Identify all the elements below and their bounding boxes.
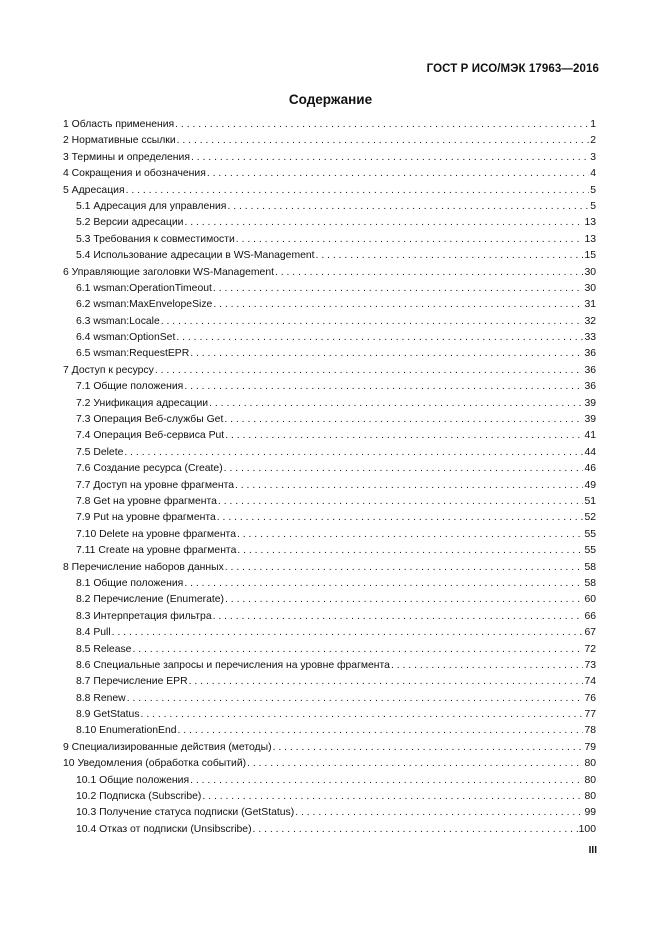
- toc-entry-page: 31: [584, 299, 596, 311]
- toc-entry-label: 8.8 Renew: [76, 692, 126, 704]
- toc-entry-label: 8.9 GetStatus: [76, 709, 140, 721]
- toc-entry[interactable]: [63, 805, 596, 821]
- toc-entry-label: 5.1 Адресация для управления: [76, 200, 227, 212]
- toc-entry[interactable]: [63, 215, 596, 231]
- toc-entry-page: 30: [584, 266, 596, 278]
- toc-entry-label: 7.8 Get на уровне фрагмента: [76, 495, 217, 507]
- dot-leader: [247, 756, 583, 772]
- dot-leader: [184, 215, 583, 231]
- toc-entry[interactable]: [63, 297, 596, 313]
- toc-entry-label: 7.10 Delete на уровне фрагмента: [76, 528, 236, 540]
- toc-entry-page: 30: [584, 282, 596, 294]
- dot-leader: [316, 248, 584, 264]
- toc-entry-label: 5.2 Версии адресации: [76, 217, 184, 229]
- toc-entry[interactable]: [63, 330, 596, 346]
- toc-entry-page: 73: [584, 659, 596, 671]
- toc-entry[interactable]: [63, 609, 596, 625]
- dot-leader: [178, 723, 584, 739]
- toc-entry[interactable]: [63, 494, 596, 510]
- toc-entry-label: 8.7 Перечисление EPR: [76, 676, 188, 688]
- toc-entry-page: 36: [584, 381, 596, 393]
- dot-leader: [124, 445, 583, 461]
- toc-entry[interactable]: [63, 543, 596, 559]
- toc-entry-label: 1 Область применения: [63, 119, 175, 130]
- toc-entry-label: 6 Управляющие заголовки WS-Management: [63, 266, 274, 278]
- toc-entry[interactable]: [63, 232, 596, 248]
- toc-entry-label: 8.5 Release: [76, 643, 132, 655]
- toc-entry-label: 7.4 Операция Веб-сервиса Put: [76, 430, 225, 442]
- toc-entry-label: 7.11 Create на уровне фрагмента: [76, 545, 237, 557]
- toc-entry[interactable]: [63, 560, 596, 576]
- toc-entry[interactable]: [63, 642, 596, 658]
- toc-entry[interactable]: [63, 166, 596, 182]
- toc-entry-page: 55: [584, 528, 596, 540]
- toc-entry-label: 10.2 Подписка (Subscribe): [76, 791, 202, 803]
- toc-entry-label: 10.1 Общие положения: [76, 774, 190, 786]
- toc-entry[interactable]: [63, 723, 596, 739]
- toc-entry-label: 2 Нормативные ссылки: [63, 135, 176, 147]
- toc-entry-page: 80: [584, 758, 596, 770]
- toc-entry-page: 13: [584, 217, 596, 229]
- toc-entry-page: 2: [590, 135, 596, 147]
- toc-entry-page: 41: [584, 430, 596, 442]
- toc-entry-label: 7 Доступ к ресурсу: [63, 364, 154, 376]
- toc-entry[interactable]: [63, 527, 596, 543]
- toc-entry[interactable]: [63, 428, 596, 444]
- toc-entry-label: 4 Сокращения и обозначения: [63, 168, 206, 180]
- toc-entry-label: 10.4 Отказ от подписки (Unsibscribe): [76, 823, 252, 835]
- dot-leader: [207, 166, 589, 182]
- toc-entry-page: 80: [584, 791, 596, 803]
- toc-entry[interactable]: [63, 183, 596, 199]
- toc-entry-page: 39: [584, 414, 596, 426]
- dot-leader: [141, 707, 584, 723]
- toc-entry-label: 8.4 Pull: [76, 627, 111, 639]
- dot-leader: [176, 330, 583, 346]
- dot-leader: [275, 265, 583, 281]
- dot-leader: [217, 510, 584, 526]
- toc-entry-page: 74: [584, 676, 596, 688]
- toc-entry[interactable]: [63, 281, 596, 297]
- toc-entry[interactable]: [63, 674, 596, 690]
- toc-entry-page: 3: [590, 151, 596, 163]
- toc-entry-page: 55: [584, 545, 596, 557]
- toc-entry-label: 8.10 EnumerationEnd: [76, 725, 177, 737]
- dot-leader: [237, 527, 583, 543]
- toc-entry-label: 8.6 Специальные запросы и перечисления на уровне фрагмента: [76, 659, 390, 671]
- dot-leader: [189, 674, 584, 690]
- toc-entry[interactable]: [63, 707, 596, 723]
- toc-entry-page: 67: [584, 627, 596, 639]
- toc-entry[interactable]: [63, 150, 596, 166]
- page-number: III: [588, 845, 597, 856]
- toc-entry[interactable]: [63, 691, 596, 707]
- toc-entry-label: 5.4 Использование адресации в WS-Management: [76, 250, 315, 262]
- toc-entry[interactable]: [63, 510, 596, 526]
- toc-entry-label: 6.4 wsman:OptionSet: [76, 332, 176, 344]
- dot-leader: [209, 396, 583, 412]
- dot-leader: [225, 428, 583, 444]
- toc-entry-label: 9 Специализированные действия (методы): [63, 741, 272, 753]
- toc-entry-page: 15: [584, 250, 596, 262]
- dot-leader: [112, 625, 584, 641]
- document-header: ГОСТ Р ИСО/МЭК 17963—2016: [426, 63, 599, 75]
- toc-entry-page: 33: [584, 332, 596, 344]
- toc-entry-label: 6.1 wsman:OperationTimeout: [76, 282, 212, 294]
- dot-leader: [213, 609, 584, 625]
- toc-entry-page: 99: [584, 807, 596, 819]
- toc-entry[interactable]: [63, 133, 596, 149]
- toc-entry-page: 72: [584, 643, 596, 655]
- dot-leader: [225, 592, 583, 608]
- dot-leader: [190, 346, 583, 362]
- toc-entry-label: 7.7 Доступ на уровне фрагмента: [76, 479, 234, 491]
- dot-leader: [177, 133, 590, 149]
- toc-entry-label: 7.9 Put на уровне фрагмента: [76, 512, 216, 524]
- toc-entry-label: 8.1 Общие положения: [76, 577, 184, 589]
- dot-leader: [184, 576, 583, 592]
- toc-entry-page: 79: [584, 741, 596, 753]
- toc-entry-label: 8 Перечисление наборов данных: [63, 561, 224, 573]
- page-title: Содержание: [288, 92, 373, 107]
- toc-entry-label: 6.2 wsman:MaxEnvelopeSize: [76, 299, 213, 311]
- toc-entry[interactable]: [63, 658, 596, 674]
- toc-entry[interactable]: [63, 379, 596, 395]
- dot-leader: [227, 199, 589, 215]
- toc-entry-page: 51: [584, 495, 596, 507]
- toc-entry[interactable]: [63, 445, 596, 461]
- toc-entry-label: 6.5 wsman:RequestEPR: [76, 348, 190, 360]
- toc-entry[interactable]: [63, 396, 596, 412]
- dot-leader: [253, 822, 578, 838]
- toc-entry[interactable]: [63, 822, 596, 838]
- toc-entry[interactable]: [63, 461, 596, 477]
- toc-entry-page: 80: [584, 774, 596, 786]
- table-of-contents: [63, 117, 596, 838]
- dot-leader: [126, 183, 590, 199]
- toc-entry-page: 36: [584, 364, 596, 376]
- toc-entry[interactable]: [63, 346, 596, 362]
- toc-entry-page: 39: [584, 397, 596, 409]
- toc-entry[interactable]: [63, 412, 596, 428]
- toc-entry[interactable]: [63, 740, 596, 756]
- dot-leader: [184, 379, 583, 395]
- toc-entry-page: 5: [590, 200, 596, 212]
- toc-entry[interactable]: [63, 625, 596, 641]
- toc-entry[interactable]: [63, 363, 596, 379]
- toc-entry-page: 58: [584, 561, 596, 573]
- toc-entry-label: 10 Уведомления (обработка событий): [63, 758, 247, 770]
- toc-entry-page: 100: [578, 823, 596, 835]
- toc-entry-page: 78: [584, 725, 596, 737]
- toc-entry-label: 7.5 Delete: [76, 446, 124, 458]
- toc-entry-label: 5.3 Требования к совместимости: [76, 233, 235, 245]
- dot-leader: [218, 494, 584, 510]
- toc-entry-page: 13: [584, 233, 596, 245]
- dot-leader: [213, 281, 584, 297]
- toc-entry-page: 58: [584, 577, 596, 589]
- dot-leader: [225, 560, 584, 576]
- toc-entry[interactable]: [63, 756, 596, 772]
- toc-entry[interactable]: [63, 248, 596, 264]
- toc-entry-label: 6.3 wsman:Locale: [76, 315, 160, 327]
- toc-entry[interactable]: [63, 773, 596, 789]
- dot-leader: [224, 461, 584, 477]
- dot-leader: [273, 740, 584, 756]
- toc-entry-page: 46: [584, 463, 596, 475]
- toc-entry[interactable]: [63, 592, 596, 608]
- dot-leader: [191, 150, 589, 166]
- toc-entry-page: 77: [584, 709, 596, 721]
- toc-entry-label: 10.3 Получение статуса подписки (GetStatus): [76, 807, 295, 819]
- toc-entry[interactable]: [63, 478, 596, 494]
- toc-entry[interactable]: [63, 199, 596, 215]
- dot-leader: [236, 232, 584, 248]
- dot-leader: [155, 363, 584, 379]
- toc-entry-page: 1: [590, 119, 596, 130]
- toc-entry-label: 3 Термины и определения: [63, 151, 190, 163]
- toc-entry-page: 32: [584, 315, 596, 327]
- dot-leader: [213, 297, 583, 313]
- dot-leader: [132, 642, 583, 658]
- toc-entry-label: 7.3 Операция Веб-службы Get: [76, 414, 224, 426]
- toc-entry-label: 7.1 Общие положения: [76, 381, 184, 393]
- toc-entry-label: 8.3 Интерпретация фильтра: [76, 610, 212, 622]
- toc-entry[interactable]: [63, 265, 596, 281]
- dot-leader: [235, 478, 583, 494]
- toc-entry[interactable]: [63, 117, 596, 133]
- dot-leader: [175, 117, 589, 133]
- toc-entry-page: 5: [590, 184, 596, 196]
- toc-entry[interactable]: [63, 789, 596, 805]
- dot-leader: [190, 773, 583, 789]
- dot-leader: [161, 314, 584, 330]
- toc-entry-page: 4: [590, 168, 596, 180]
- toc-entry-page: 60: [584, 594, 596, 606]
- dot-leader: [224, 412, 583, 428]
- dot-leader: [237, 543, 583, 559]
- toc-entry-label: 5 Адресация: [63, 184, 125, 196]
- toc-entry[interactable]: [63, 576, 596, 592]
- toc-entry-page: 36: [584, 348, 596, 360]
- dot-leader: [202, 789, 583, 805]
- dot-leader: [127, 691, 584, 707]
- toc-entry-label: 8.2 Перечисление (Enumerate): [76, 594, 225, 606]
- toc-entry-page: 44: [584, 446, 596, 458]
- toc-entry-label: 7.6 Создание ресурса (Create): [76, 463, 223, 475]
- toc-entry-page: 52: [584, 512, 596, 524]
- toc-entry-page: 76: [584, 692, 596, 704]
- toc-entry[interactable]: [63, 314, 596, 330]
- toc-entry-label: 7.2 Унификация адресации: [76, 397, 209, 409]
- toc-entry-page: 66: [584, 610, 596, 622]
- dot-leader: [295, 805, 583, 821]
- toc-entry-page: 49: [584, 479, 596, 491]
- dot-leader: [391, 658, 583, 674]
